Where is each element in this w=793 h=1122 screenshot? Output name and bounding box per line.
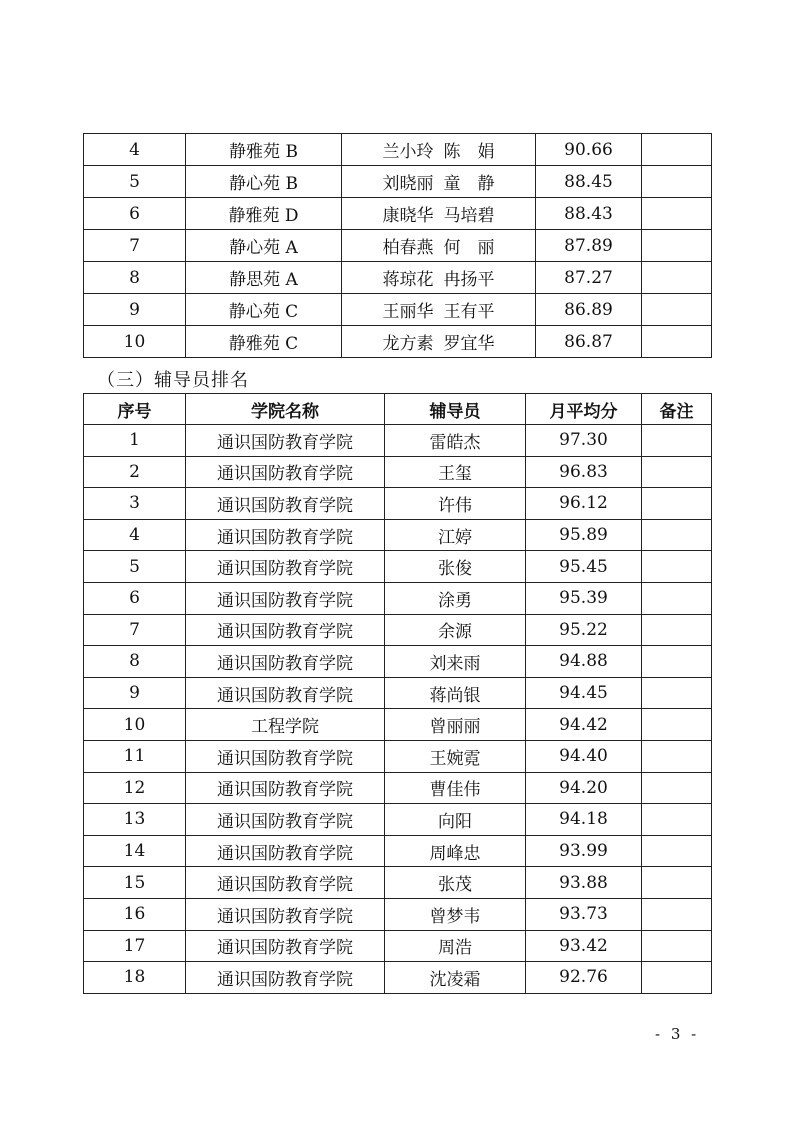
section-heading: （三）辅导员排名 — [97, 370, 249, 391]
table-row — [84, 262, 712, 294]
table-row — [84, 709, 712, 741]
dorm-name-cell: 静雅苑 D — [186, 198, 342, 230]
dorm-name-cell: 静心苑 C — [186, 294, 342, 326]
rank-cell: 10 — [84, 326, 186, 358]
dorm-ranking-table — [83, 133, 712, 358]
rank-cell: 1 — [84, 425, 186, 457]
note-cell — [642, 551, 712, 583]
staff-names-cell — [342, 262, 536, 294]
counselor-cell: 曾丽丽 — [385, 709, 526, 741]
score-cell: 93.88 — [526, 867, 642, 899]
table-row — [84, 134, 712, 166]
counselor-cell: 张俊 — [385, 551, 526, 583]
note-cell — [642, 835, 712, 867]
table-row — [84, 166, 712, 198]
rank-cell: 9 — [84, 294, 186, 326]
college-cell: 通识国防教育学院 — [186, 677, 385, 709]
note-cell — [642, 294, 712, 326]
table-row — [84, 646, 712, 678]
table-row — [84, 740, 712, 772]
college-cell: 通识国防教育学院 — [186, 614, 385, 646]
staff-name: 王有平 — [443, 302, 495, 322]
rank-cell: 8 — [84, 262, 186, 294]
counselor-cell: 向阳 — [385, 804, 526, 836]
note-cell — [642, 519, 712, 551]
dorm-name-cell: 静心苑 A — [186, 230, 342, 262]
note-cell — [642, 930, 712, 962]
score-cell: 93.73 — [526, 898, 642, 930]
note-cell — [642, 425, 712, 457]
staff-name: 龙方素 — [382, 334, 434, 354]
rank-cell: 16 — [84, 898, 186, 930]
counselor-ranking-body — [84, 425, 712, 994]
college-cell: 通识国防教育学院 — [186, 867, 385, 899]
rank-cell: 7 — [84, 614, 186, 646]
counselor-ranking-table — [83, 393, 712, 994]
table-row — [84, 804, 712, 836]
counselor-cell: 刘来雨 — [385, 646, 526, 678]
table-row — [84, 898, 712, 930]
score-cell: 95.45 — [526, 551, 642, 583]
staff-name: 蒋琼花 — [382, 270, 434, 290]
college-cell: 通识国防教育学院 — [186, 962, 385, 994]
score-cell: 96.12 — [526, 488, 642, 520]
rank-cell: 6 — [84, 582, 186, 614]
note-cell — [642, 709, 712, 741]
college-cell: 工程学院 — [186, 709, 385, 741]
college-cell: 通识国防教育学院 — [186, 772, 385, 804]
staff-names-cell — [342, 198, 536, 230]
rank-cell: 14 — [84, 835, 186, 867]
note-cell — [642, 166, 712, 198]
counselor-cell: 余源 — [385, 614, 526, 646]
table-row — [84, 867, 712, 899]
table-row — [84, 230, 712, 262]
note-cell — [642, 614, 712, 646]
note-cell — [642, 677, 712, 709]
college-cell: 通识国防教育学院 — [186, 740, 385, 772]
table-row — [84, 519, 712, 551]
score-cell: 95.22 — [526, 614, 642, 646]
dorm-name-cell: 静雅苑 B — [186, 134, 342, 166]
rank-cell: 10 — [84, 709, 186, 741]
counselor-cell: 周浩 — [385, 930, 526, 962]
score-cell: 94.42 — [526, 709, 642, 741]
college-cell: 通识国防教育学院 — [186, 835, 385, 867]
note-cell — [642, 804, 712, 836]
counselor-cell: 江婷 — [385, 519, 526, 551]
rank-cell: 5 — [84, 551, 186, 583]
college-cell: 通识国防教育学院 — [186, 898, 385, 930]
rank-cell: 5 — [84, 166, 186, 198]
table-row — [84, 551, 712, 583]
note-cell — [642, 867, 712, 899]
counselor-cell: 曾梦韦 — [385, 898, 526, 930]
score-cell: 94.45 — [526, 677, 642, 709]
header-rank: 序号 — [84, 394, 186, 425]
note-cell — [642, 740, 712, 772]
counselor-cell: 沈凌霜 — [385, 962, 526, 994]
header-counselor: 辅导员 — [385, 394, 526, 425]
note-cell — [642, 134, 712, 166]
rank-cell: 11 — [84, 740, 186, 772]
score-cell: 87.89 — [536, 230, 642, 262]
staff-name: 何 丽 — [443, 238, 495, 258]
college-cell: 通识国防教育学院 — [186, 646, 385, 678]
table-row — [84, 930, 712, 962]
staff-name: 刘晓丽 — [382, 174, 434, 194]
rank-cell: 15 — [84, 867, 186, 899]
note-cell — [642, 230, 712, 262]
dorm-name-cell: 静心苑 B — [186, 166, 342, 198]
page-number: - 3 - — [655, 1025, 700, 1043]
staff-name: 康晓华 — [382, 206, 434, 226]
college-cell: 通识国防教育学院 — [186, 488, 385, 520]
counselor-cell: 涂勇 — [385, 582, 526, 614]
rank-cell: 2 — [84, 456, 186, 488]
score-cell: 93.99 — [526, 835, 642, 867]
college-cell: 通识国防教育学院 — [186, 456, 385, 488]
table-row — [84, 294, 712, 326]
table-row — [84, 456, 712, 488]
counselor-cell: 周峰忠 — [385, 835, 526, 867]
staff-name: 陈 娟 — [443, 142, 495, 162]
counselor-cell: 王玺 — [385, 456, 526, 488]
staff-name: 王丽华 — [382, 302, 434, 322]
table-row — [84, 614, 712, 646]
note-cell — [642, 898, 712, 930]
score-cell: 88.43 — [536, 198, 642, 230]
rank-cell: 6 — [84, 198, 186, 230]
counselor-cell: 许伟 — [385, 488, 526, 520]
counselor-cell: 曹佳伟 — [385, 772, 526, 804]
table-row — [84, 488, 712, 520]
note-cell — [642, 326, 712, 358]
table-row — [84, 835, 712, 867]
dorm-ranking-body — [84, 134, 712, 358]
score-cell: 90.66 — [536, 134, 642, 166]
staff-names-cell — [342, 166, 536, 198]
counselor-cell: 张茂 — [385, 867, 526, 899]
score-cell: 97.30 — [526, 425, 642, 457]
score-cell: 86.87 — [536, 326, 642, 358]
score-cell: 94.18 — [526, 804, 642, 836]
score-cell: 87.27 — [536, 262, 642, 294]
table-row — [84, 582, 712, 614]
staff-names-cell — [342, 294, 536, 326]
table-row — [84, 198, 712, 230]
score-cell: 95.39 — [526, 582, 642, 614]
college-cell: 通识国防教育学院 — [186, 804, 385, 836]
score-cell: 93.42 — [526, 930, 642, 962]
note-cell — [642, 198, 712, 230]
score-cell: 88.45 — [536, 166, 642, 198]
rank-cell: 9 — [84, 677, 186, 709]
rank-cell: 12 — [84, 772, 186, 804]
college-cell: 通识国防教育学院 — [186, 425, 385, 457]
counselor-cell: 蒋尚银 — [385, 677, 526, 709]
table-row — [84, 772, 712, 804]
note-cell — [642, 262, 712, 294]
note-cell — [642, 772, 712, 804]
rank-cell: 3 — [84, 488, 186, 520]
dorm-name-cell: 静思苑 A — [186, 262, 342, 294]
staff-name: 罗宜华 — [443, 334, 495, 354]
college-cell: 通识国防教育学院 — [186, 519, 385, 551]
table-row — [84, 962, 712, 994]
staff-name: 童 静 — [443, 174, 495, 194]
rank-cell: 4 — [84, 519, 186, 551]
college-cell: 通识国防教育学院 — [186, 930, 385, 962]
score-cell: 94.20 — [526, 772, 642, 804]
note-cell — [642, 488, 712, 520]
rank-cell: 13 — [84, 804, 186, 836]
score-cell: 95.89 — [526, 519, 642, 551]
score-cell: 92.76 — [526, 962, 642, 994]
score-cell: 94.88 — [526, 646, 642, 678]
dorm-name-cell: 静雅苑 C — [186, 326, 342, 358]
score-cell: 96.83 — [526, 456, 642, 488]
staff-name: 冉扬平 — [443, 270, 495, 290]
rank-cell: 7 — [84, 230, 186, 262]
counselor-cell: 王婉霓 — [385, 740, 526, 772]
staff-names-cell — [342, 326, 536, 358]
rank-cell: 4 — [84, 134, 186, 166]
rank-cell: 17 — [84, 930, 186, 962]
score-cell: 86.89 — [536, 294, 642, 326]
note-cell — [642, 646, 712, 678]
staff-name: 马培碧 — [443, 206, 495, 226]
note-cell — [642, 962, 712, 994]
header-college: 学院名称 — [186, 394, 385, 425]
score-cell: 94.40 — [526, 740, 642, 772]
counselor-cell: 雷皓杰 — [385, 425, 526, 457]
rank-cell: 8 — [84, 646, 186, 678]
rank-cell: 18 — [84, 962, 186, 994]
table-row — [84, 677, 712, 709]
staff-names-cell — [342, 134, 536, 166]
counselor-table-header-row — [84, 394, 712, 425]
note-cell — [642, 582, 712, 614]
header-note: 备注 — [642, 394, 712, 425]
header-score: 月平均分 — [526, 394, 642, 425]
staff-name: 柏春燕 — [382, 238, 434, 258]
college-cell: 通识国防教育学院 — [186, 582, 385, 614]
staff-name: 兰小玲 — [382, 142, 434, 162]
college-cell: 通识国防教育学院 — [186, 551, 385, 583]
staff-names-cell — [342, 230, 536, 262]
table-row — [84, 425, 712, 457]
note-cell — [642, 456, 712, 488]
table-row — [84, 326, 712, 358]
